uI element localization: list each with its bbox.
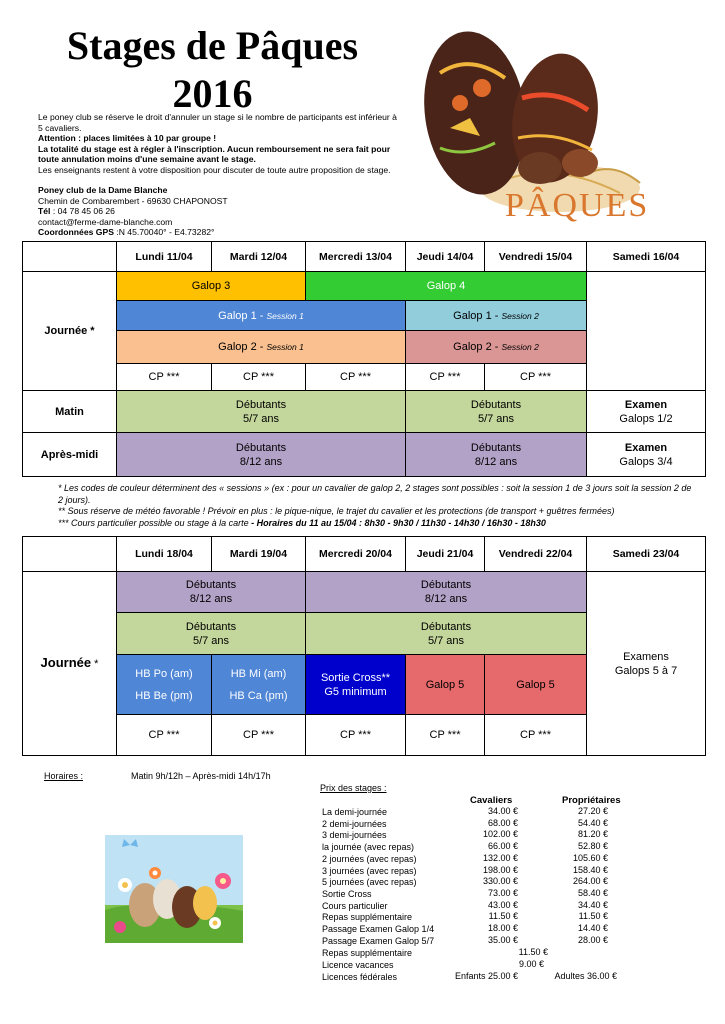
row-label-journee [23, 572, 117, 756]
galop1-label: Galop 1 - [218, 309, 267, 322]
footnote-cp-hours: - Horaires du 11 au 15/04 : 8h30 - 9h30 / 11h30 - 14h30 / 16h30 - 18h30 [248, 517, 546, 528]
debutants-label: Débutants [470, 398, 522, 411]
age-label: 5/7 ans [477, 412, 515, 425]
price-cavaliers: 18.00 € [487, 923, 518, 933]
col-cavaliers: Cavaliers [470, 795, 513, 806]
examen-cell [587, 433, 706, 477]
week2-schedule-table [22, 536, 706, 756]
price-cavaliers: 73.00 € [487, 887, 518, 898]
session-label: Session 1 [266, 310, 304, 321]
intro-cancel-note: Le poney club se réserve le droit d'annuler un stage si le nombre de participants est inférieur à 5 cavaliers. [38, 112, 397, 133]
examen-cell [587, 391, 706, 433]
debutants-label: Débutants [420, 620, 472, 633]
price-label: la journée (avec repas) [322, 842, 415, 853]
price-label: Cours particulier [322, 900, 388, 911]
intro-block [38, 112, 398, 238]
easter-eggs-illustration [410, 18, 650, 230]
debutants-matin-block [117, 391, 406, 433]
footnotes [58, 483, 698, 529]
galop2-session1-block [117, 331, 406, 364]
age-label: 5/7 ans [427, 634, 465, 647]
hb-label: HB Po (am) [135, 667, 193, 680]
phone-label: Tél [38, 206, 51, 216]
debutants-label: Débutants [185, 579, 237, 591]
price-proprietaires: 11.50 € [578, 911, 608, 922]
debutants-57-block [117, 613, 306, 655]
price-cavaliers: 132.00 € [482, 852, 518, 863]
journee-star: * [91, 658, 99, 670]
saturday-empty-cell [587, 272, 706, 391]
galops-label: Galops 5 à 7 [614, 664, 678, 677]
price-cavaliers: 66.00 € [487, 841, 518, 852]
galops-label: Galops 3/4 [619, 455, 673, 468]
week1-header-row [23, 242, 706, 272]
session-label: Session 2 [501, 310, 539, 321]
day-header: Lundi 11/04 [117, 242, 212, 272]
hb-label: HB Mi (am) [230, 667, 287, 680]
session-label: Session 2 [501, 342, 539, 352]
cp-cell: CP *** [212, 715, 306, 756]
cp-cell: CP *** [212, 364, 306, 391]
galop5-block: Galop 5 [406, 655, 485, 715]
hb-label: HB Ca (pm) [229, 689, 288, 702]
day-header: Mardi 19/04 [212, 537, 306, 572]
price-label: 2 demi-journées [322, 818, 387, 829]
examens-label: Examens [623, 650, 669, 663]
day-header: Samedi 23/04 [587, 537, 706, 572]
paques-word: PÂQUES [505, 187, 650, 224]
price-label: Repas supplémentaire [322, 948, 413, 958]
price-licence-vac-value: 9.00 € [518, 959, 544, 969]
day-header: Mercredi 13/04 [306, 242, 406, 272]
gps-value: :N 45.70040° - E4.73282° [116, 227, 215, 237]
price-label: Passage Examen Galop 5/7 [322, 935, 435, 946]
day-header: Lundi 18/04 [117, 537, 212, 572]
price-label: Licences fédérales [322, 972, 398, 982]
price-repas-value: 11.50 € [518, 947, 548, 957]
price-label: 2 journées (avec repas) [322, 853, 417, 864]
horaires-label: Horaires : [44, 771, 84, 781]
price-label: 3 journées (avec repas) [322, 865, 417, 876]
price-proprietaires: 14.40 € [577, 923, 608, 933]
galop3-block: Galop 3 [117, 272, 306, 301]
header-empty [23, 537, 117, 572]
intro-places-note: Attention : places limitées à 10 par groupe ! [38, 133, 217, 143]
journee-label: Journée [40, 655, 92, 670]
club-gps [38, 227, 398, 238]
galop1-session2-block [406, 301, 587, 331]
price-cavaliers: 198.00 € [482, 864, 518, 875]
row-label-apres-midi: Après-midi [23, 433, 117, 477]
price-proprietaires: 158.40 € [572, 864, 608, 875]
examens-cell [587, 572, 706, 756]
price-proprietaires: 28.00 € [577, 934, 608, 945]
easter-flowers-illustration [105, 835, 243, 943]
header-empty [23, 242, 117, 272]
col-proprietaires: Propriétaires [562, 795, 621, 806]
galop2-label: Galop 2 - [218, 341, 267, 353]
price-proprietaires: 34.40 € [577, 899, 608, 910]
debutants-label: Débutants [185, 620, 237, 633]
cp-cell: CP *** [117, 715, 212, 756]
club-address: Chemin de Combarembert - 69630 CHAPONOST [38, 195, 228, 206]
cp-cell: CP *** [306, 715, 406, 756]
price-proprietaires: 54.40 € [577, 817, 608, 828]
age-label: 5/7 ans [242, 412, 280, 425]
price-cavaliers: 11.50 € [488, 911, 518, 922]
price-proprietaires: 81.20 € [577, 829, 608, 840]
debutants-matin-block [406, 391, 587, 433]
week2-header-row [23, 537, 706, 572]
cp-cell: CP *** [485, 364, 587, 391]
galop2-session2-block [406, 331, 587, 364]
sortie-cross-block [306, 655, 406, 715]
price-cavaliers: 35.00 € [487, 934, 518, 945]
galop1-label: Galop 1 - [453, 309, 502, 322]
phone-value: : 04 78 45 06 26 [52, 206, 115, 216]
prices-title: Prix des stages : [320, 783, 387, 793]
cp-cell: CP *** [406, 715, 485, 756]
price-proprietaires: 52.80 € [577, 841, 608, 852]
galops-label: Galops 1/2 [619, 412, 673, 425]
price-label: Sortie Cross [322, 888, 372, 899]
intro-payment-note: La totalité du stage est à régler à l'inscription. Aucun remboursement ne sera fait pour toute annulation moins d'une semaine avant le stage. [38, 143, 391, 164]
age-label: 8/12 ans [424, 593, 468, 605]
intro-teachers-note: Les enseignants restent à votre disposition pour discuter de toute autre proposition de stage. [38, 164, 391, 175]
day-header: Mercredi 20/04 [306, 537, 406, 572]
price-proprietaires: 105.60 € [572, 852, 608, 863]
price-cavaliers: 43.00 € [487, 899, 518, 910]
gps-label: Coordonnées GPS [38, 227, 114, 237]
examen-label: Examen [624, 398, 668, 411]
debutants-57-block [306, 613, 587, 655]
club-name: Poney club de la Dame Blanche [38, 185, 168, 195]
price-row-licence-federales [322, 971, 722, 983]
debutants-label: Débutants [235, 398, 287, 411]
price-licence-adultes: Adultes 36.00 € [554, 971, 617, 981]
debutants-label: Débutants [470, 441, 522, 454]
examen-label: Examen [624, 441, 668, 454]
price-label: La demi-journée [322, 807, 388, 817]
price-licence-enfants: Enfants 25.00 € [454, 971, 518, 981]
price-label: Licence vacances [322, 960, 394, 970]
day-header: Jeudi 21/04 [406, 537, 485, 572]
galop5-block: Galop 5 [485, 655, 587, 715]
week1-schedule-table [22, 241, 706, 477]
price-proprietaires: 27.20 € [577, 806, 608, 816]
row-label-matin: Matin [23, 391, 117, 433]
age-label: 8/12 ans [239, 455, 283, 468]
debutants-label: Débutants [420, 579, 472, 591]
cp-cell: CP *** [117, 364, 212, 391]
hb-monday-block [117, 655, 212, 715]
hb-tuesday-block [212, 655, 306, 715]
cp-cell: CP *** [406, 364, 485, 391]
price-cavaliers: 102.00 € [482, 829, 518, 840]
g5-min-label: G5 minimum [324, 685, 387, 698]
age-label: 5/7 ans [192, 634, 230, 647]
debutants-label: Débutants [235, 441, 287, 454]
age-label: 8/12 ans [189, 593, 233, 605]
debutants-apres-block [117, 433, 406, 477]
footnote-cp [58, 518, 698, 530]
session-label: Session 1 [266, 342, 304, 352]
price-proprietaires: 264.00 € [572, 876, 608, 887]
footnote-cp-text: *** Cours particulier possible ou stage à la carte [58, 517, 249, 528]
sortie-cross-label: Sortie Cross** [320, 671, 391, 684]
cp-cell: CP *** [485, 715, 587, 756]
debutants-812-block [306, 572, 587, 613]
price-label: 3 demi-journées [322, 830, 387, 841]
day-header: Jeudi 14/04 [406, 242, 485, 272]
footnote-weather: ** Sous réserve de météo favorable ! Prévoir en plus : le pique-nique, le trajet du cavalier et les protections (de transport + guêtres fermées) [58, 506, 615, 516]
day-header: Vendredi 15/04 [485, 242, 587, 272]
footnote-sessions: * Les codes de couleur déterminent des « sessions » (ex : pour un cavalier de galop 2, 2 stages sont possibles : soit la session 1 de 3 jours soit la session 2 de 2 jours). [58, 483, 692, 505]
price-label: Repas supplémentaire [322, 912, 413, 923]
club-email: contact@ferme-dame-blanche.com [38, 216, 173, 227]
price-label: 5 journées (avec repas) [322, 877, 417, 888]
row-label-journee: Journée * [23, 272, 117, 391]
galop1-session1-block [117, 301, 406, 331]
horaires-value: Matin 9h/12h – Après-midi 14h/17h [131, 771, 271, 781]
price-cavaliers: 330.00 € [482, 876, 518, 887]
day-header: Vendredi 22/04 [485, 537, 587, 572]
price-cavaliers: 34.00 € [487, 806, 518, 816]
price-cavaliers: 68.00 € [487, 817, 518, 828]
hb-label: HB Be (pm) [135, 689, 193, 702]
price-proprietaires: 58.40 € [577, 887, 608, 898]
price-label: Passage Examen Galop 1/4 [322, 924, 435, 934]
day-header: Mardi 12/04 [212, 242, 306, 272]
debutants-apres-block [406, 433, 587, 477]
day-header: Samedi 16/04 [587, 242, 706, 272]
club-phone [38, 206, 398, 217]
page-title-line2: 2016 [172, 71, 253, 116]
page-title-line1: Stages de Pâques [66, 23, 359, 68]
galop2-label: Galop 2 - [453, 341, 502, 353]
galop4-block: Galop 4 [306, 272, 587, 301]
cp-cell: CP *** [306, 364, 406, 391]
age-label: 8/12 ans [474, 455, 518, 468]
debutants-812-block [117, 572, 306, 613]
